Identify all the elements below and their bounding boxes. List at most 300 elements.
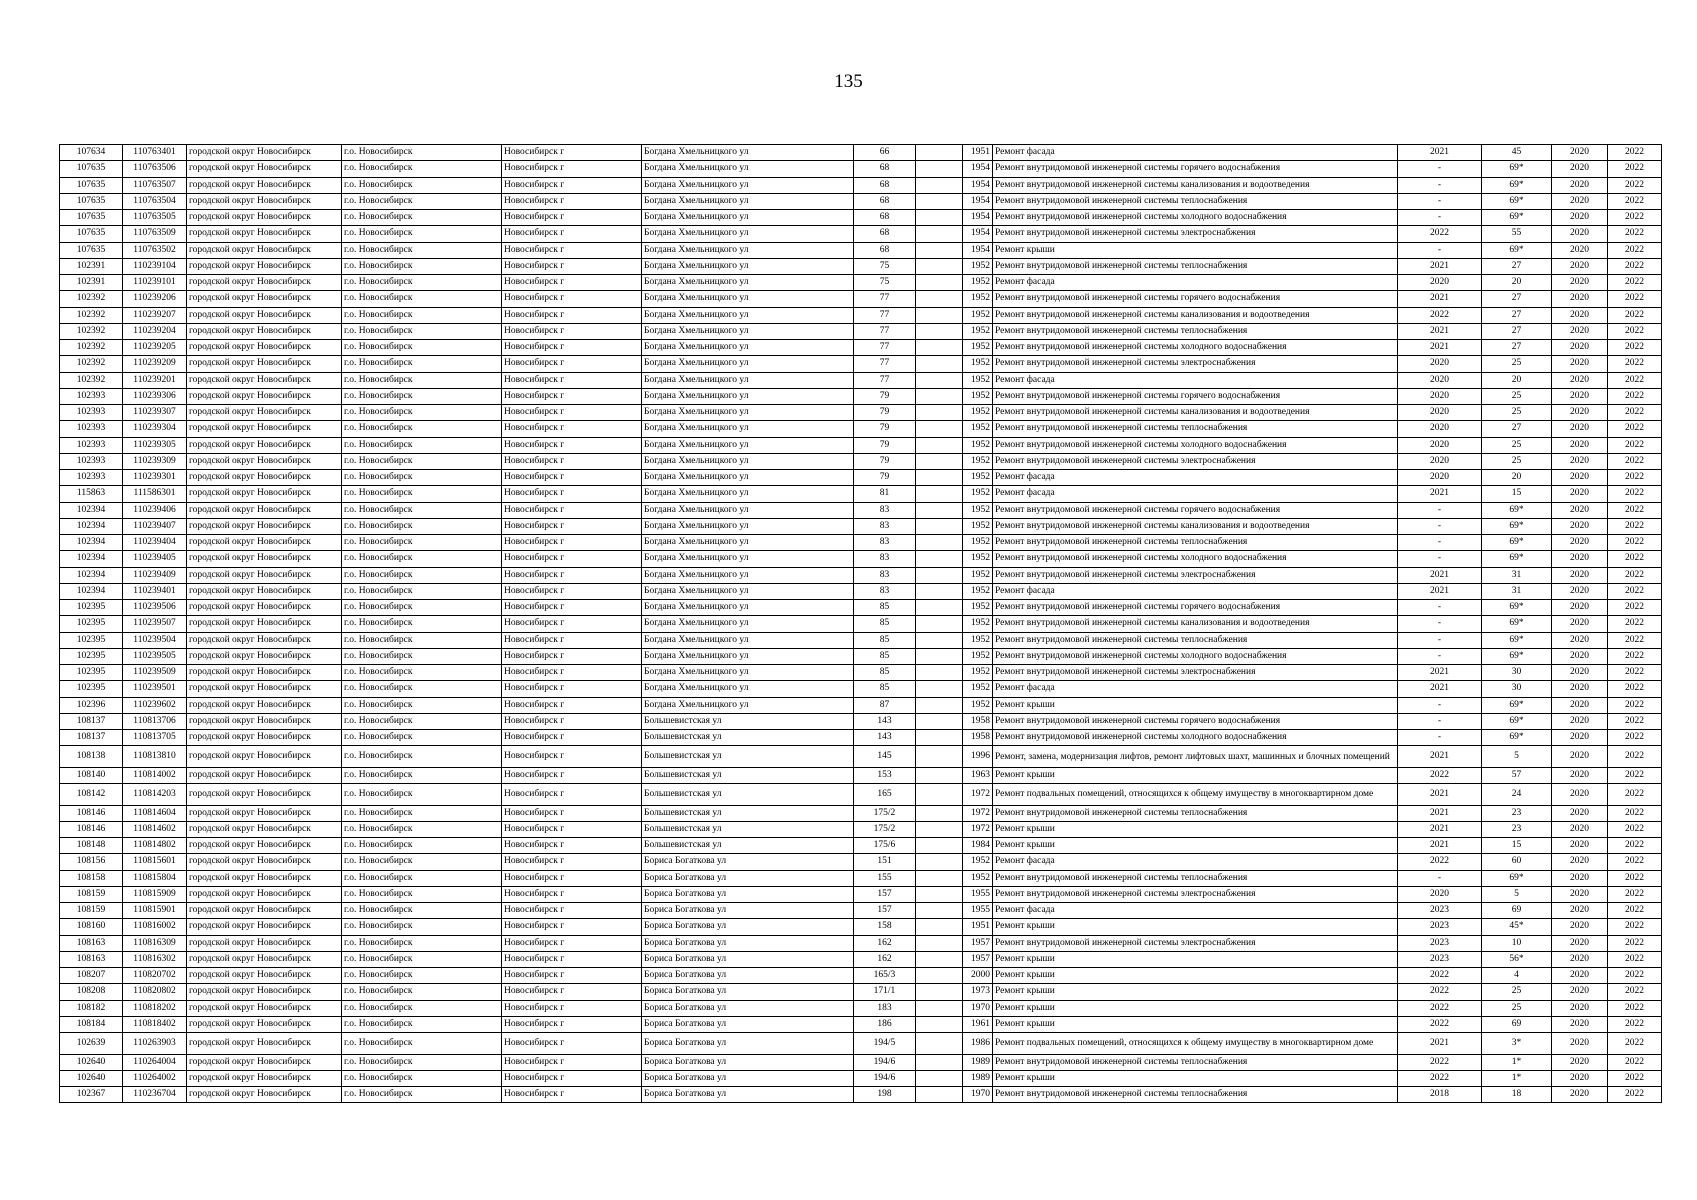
wear-percent-cell: 20 [1482, 470, 1552, 486]
locality-cell: Новосибирск г [502, 1033, 642, 1055]
work-type-cell: Ремонт внутридомовой инженерной системы горячего водоснабжения [993, 388, 1398, 404]
table-row [60, 307, 1662, 323]
building-cell [916, 951, 963, 967]
start-year-cell: 2020 [1552, 951, 1608, 967]
locality-cell: Новосибирск г [502, 535, 642, 551]
house-id-cell: 102367 [60, 1087, 123, 1103]
work-type-cell: Ремонт фасада [993, 470, 1398, 486]
work-type-cell: Ремонт подвальных помещений, относящихся к общему имуществу в многоквартирном доме [993, 784, 1398, 806]
record-id-cell: 110813810 [123, 746, 187, 768]
table-row [60, 486, 1662, 502]
end-year-cell: 2022 [1608, 1033, 1662, 1055]
start-year-cell: 2020 [1552, 821, 1608, 837]
building-cell [916, 821, 963, 837]
end-year-cell: 2022 [1608, 567, 1662, 583]
year-built-cell: 1954 [963, 193, 993, 209]
wear-percent-cell: 24 [1482, 784, 1552, 806]
plan-year-cell: 2021 [1398, 1033, 1482, 1055]
settlement-cell: г.о. Новосибирск [342, 502, 502, 518]
street-cell: Бориса Богаткова ул [642, 919, 854, 935]
settlement-cell: г.о. Новосибирск [342, 951, 502, 967]
table-row [60, 784, 1662, 806]
year-built-cell: 1952 [963, 697, 993, 713]
record-id-cell: 110239309 [123, 453, 187, 469]
building-cell [916, 291, 963, 307]
record-id-cell: 110239205 [123, 340, 187, 356]
street-cell: Богдана Хмельницкого ул [642, 291, 854, 307]
house-id-cell: 108160 [60, 919, 123, 935]
start-year-cell: 2020 [1552, 210, 1608, 226]
settlement-cell: г.о. Новосибирск [342, 919, 502, 935]
table-row [60, 1070, 1662, 1086]
end-year-cell: 2022 [1608, 275, 1662, 291]
start-year-cell: 2020 [1552, 648, 1608, 664]
plan-year-cell: 2023 [1398, 935, 1482, 951]
year-built-cell: 1954 [963, 210, 993, 226]
building-cell [916, 1033, 963, 1055]
work-type-cell: Ремонт внутридомовой инженерной системы горячего водоснабжения [993, 713, 1398, 729]
end-year-cell: 2022 [1608, 372, 1662, 388]
start-year-cell: 2020 [1552, 767, 1608, 783]
table-row [60, 1000, 1662, 1016]
municipality-cell: городской округ Новосибирск [187, 535, 342, 551]
year-built-cell: 1952 [963, 535, 993, 551]
street-cell: Большевистская ул [642, 821, 854, 837]
record-id-cell: 110239506 [123, 600, 187, 616]
building-cell [916, 567, 963, 583]
end-year-cell: 2022 [1608, 226, 1662, 242]
building-cell [916, 421, 963, 437]
wear-percent-cell: 69* [1482, 730, 1552, 746]
locality-cell: Новосибирск г [502, 356, 642, 372]
wear-percent-cell: 69* [1482, 502, 1552, 518]
year-built-cell: 1989 [963, 1054, 993, 1070]
record-id-cell: 110239501 [123, 681, 187, 697]
house-id-cell: 108140 [60, 767, 123, 783]
work-type-cell: Ремонт фасада [993, 583, 1398, 599]
locality-cell: Новосибирск г [502, 821, 642, 837]
year-built-cell: 1954 [963, 242, 993, 258]
building-cell [916, 805, 963, 821]
start-year-cell: 2020 [1552, 968, 1608, 984]
end-year-cell: 2022 [1608, 145, 1662, 161]
locality-cell: Новосибирск г [502, 453, 642, 469]
municipality-cell: городской округ Новосибирск [187, 242, 342, 258]
settlement-cell: г.о. Новосибирск [342, 838, 502, 854]
wear-percent-cell: 45* [1482, 919, 1552, 935]
year-built-cell: 1958 [963, 730, 993, 746]
wear-percent-cell: 1* [1482, 1070, 1552, 1086]
year-built-cell: 1951 [963, 919, 993, 935]
wear-percent-cell: 60 [1482, 854, 1552, 870]
table-row [60, 340, 1662, 356]
house-number-cell: 158 [854, 919, 916, 935]
year-built-cell: 2000 [963, 968, 993, 984]
building-cell [916, 697, 963, 713]
locality-cell: Новосибирск г [502, 145, 642, 161]
year-built-cell: 1984 [963, 838, 993, 854]
municipality-cell: городской округ Новосибирск [187, 307, 342, 323]
house-number-cell: 77 [854, 307, 916, 323]
house-number-cell: 66 [854, 145, 916, 161]
wear-percent-cell: 69* [1482, 518, 1552, 534]
settlement-cell: г.о. Новосибирск [342, 486, 502, 502]
wear-percent-cell: 15 [1482, 486, 1552, 502]
house-number-cell: 162 [854, 935, 916, 951]
year-built-cell: 1952 [963, 340, 993, 356]
street-cell: Бориса Богаткова ул [642, 1016, 854, 1032]
settlement-cell: г.о. Новосибирск [342, 648, 502, 664]
building-cell [916, 193, 963, 209]
street-cell: Бориса Богаткова ул [642, 870, 854, 886]
work-type-cell: Ремонт внутридомовой инженерной системы электроснабжения [993, 935, 1398, 951]
settlement-cell: г.о. Новосибирск [342, 340, 502, 356]
building-cell [916, 632, 963, 648]
plan-year-cell: 2020 [1398, 388, 1482, 404]
work-type-cell: Ремонт фасада [993, 903, 1398, 919]
plan-year-cell: - [1398, 870, 1482, 886]
settlement-cell: г.о. Новосибирск [342, 518, 502, 534]
end-year-cell: 2022 [1608, 746, 1662, 768]
settlement-cell: г.о. Новосибирск [342, 1033, 502, 1055]
work-type-cell: Ремонт крыши [993, 951, 1398, 967]
house-id-cell: 102391 [60, 258, 123, 274]
year-built-cell: 1952 [963, 854, 993, 870]
house-number-cell: 77 [854, 372, 916, 388]
house-id-cell: 108182 [60, 1000, 123, 1016]
municipality-cell: городской округ Новосибирск [187, 275, 342, 291]
table-row [60, 681, 1662, 697]
year-built-cell: 1970 [963, 1087, 993, 1103]
settlement-cell: г.о. Новосибирск [342, 323, 502, 339]
street-cell: Богдана Хмельницкого ул [642, 616, 854, 632]
table-row [60, 600, 1662, 616]
locality-cell: Новосибирск г [502, 551, 642, 567]
house-id-cell: 102392 [60, 356, 123, 372]
work-type-cell: Ремонт внутридомовой инженерной системы теплоснабжения [993, 193, 1398, 209]
municipality-cell: городской округ Новосибирск [187, 746, 342, 768]
start-year-cell: 2020 [1552, 886, 1608, 902]
locality-cell: Новосибирск г [502, 226, 642, 242]
locality-cell: Новосибирск г [502, 405, 642, 421]
house-id-cell: 108142 [60, 784, 123, 806]
year-built-cell: 1972 [963, 821, 993, 837]
street-cell: Бориса Богаткова ул [642, 1033, 854, 1055]
settlement-cell: г.о. Новосибирск [342, 372, 502, 388]
work-type-cell: Ремонт крыши [993, 1000, 1398, 1016]
settlement-cell: г.о. Новосибирск [342, 421, 502, 437]
start-year-cell: 2020 [1552, 616, 1608, 632]
end-year-cell: 2022 [1608, 405, 1662, 421]
house-id-cell: 102395 [60, 600, 123, 616]
wear-percent-cell: 25 [1482, 453, 1552, 469]
table-row [60, 1087, 1662, 1103]
settlement-cell: г.о. Новосибирск [342, 258, 502, 274]
year-built-cell: 1952 [963, 551, 993, 567]
house-id-cell: 107635 [60, 226, 123, 242]
plan-year-cell: 2020 [1398, 405, 1482, 421]
end-year-cell: 2022 [1608, 854, 1662, 870]
settlement-cell: г.о. Новосибирск [342, 767, 502, 783]
house-id-cell: 108137 [60, 730, 123, 746]
house-number-cell: 183 [854, 1000, 916, 1016]
record-id-cell: 110818402 [123, 1016, 187, 1032]
wear-percent-cell: 69* [1482, 697, 1552, 713]
record-id-cell: 110239101 [123, 275, 187, 291]
municipality-cell: городской округ Новосибирск [187, 730, 342, 746]
end-year-cell: 2022 [1608, 616, 1662, 632]
start-year-cell: 2020 [1552, 665, 1608, 681]
street-cell: Большевистская ул [642, 746, 854, 768]
street-cell: Бориса Богаткова ул [642, 984, 854, 1000]
record-id-cell: 110763504 [123, 193, 187, 209]
table-row [60, 951, 1662, 967]
end-year-cell: 2022 [1608, 697, 1662, 713]
locality-cell: Новосибирск г [502, 486, 642, 502]
municipality-cell: городской округ Новосибирск [187, 486, 342, 502]
street-cell: Богдана Хмельницкого ул [642, 388, 854, 404]
start-year-cell: 2020 [1552, 746, 1608, 768]
record-id-cell: 110763507 [123, 177, 187, 193]
work-type-cell: Ремонт внутридомовой инженерной системы горячего водоснабжения [993, 502, 1398, 518]
municipality-cell: городской округ Новосибирск [187, 632, 342, 648]
wear-percent-cell: 23 [1482, 821, 1552, 837]
building-cell [916, 919, 963, 935]
locality-cell: Новосибирск г [502, 1054, 642, 1070]
work-type-cell: Ремонт внутридомовой инженерной системы теплоснабжения [993, 1054, 1398, 1070]
municipality-cell: городской округ Новосибирск [187, 903, 342, 919]
work-type-cell: Ремонт внутридомовой инженерной системы канализования и водоотведения [993, 518, 1398, 534]
municipality-cell: городской округ Новосибирск [187, 551, 342, 567]
year-built-cell: 1952 [963, 486, 993, 502]
locality-cell: Новосибирск г [502, 307, 642, 323]
end-year-cell: 2022 [1608, 258, 1662, 274]
house-number-cell: 143 [854, 730, 916, 746]
table-row [60, 453, 1662, 469]
end-year-cell: 2022 [1608, 767, 1662, 783]
settlement-cell: г.о. Новосибирск [342, 616, 502, 632]
plan-year-cell: 2020 [1398, 453, 1482, 469]
start-year-cell: 2020 [1552, 323, 1608, 339]
wear-percent-cell: 69* [1482, 600, 1552, 616]
municipality-cell: городской округ Новосибирск [187, 226, 342, 242]
end-year-cell: 2022 [1608, 323, 1662, 339]
street-cell: Богдана Хмельницкого ул [642, 583, 854, 599]
locality-cell: Новосибирск г [502, 470, 642, 486]
street-cell: Богдана Хмельницкого ул [642, 697, 854, 713]
settlement-cell: г.о. Новосибирск [342, 535, 502, 551]
locality-cell: Новосибирск г [502, 502, 642, 518]
table-row [60, 291, 1662, 307]
start-year-cell: 2020 [1552, 551, 1608, 567]
start-year-cell: 2020 [1552, 405, 1608, 421]
building-cell [916, 713, 963, 729]
record-id-cell: 110239206 [123, 291, 187, 307]
table-row [60, 854, 1662, 870]
plan-year-cell: - [1398, 193, 1482, 209]
wear-percent-cell: 25 [1482, 356, 1552, 372]
building-cell [916, 453, 963, 469]
municipality-cell: городской округ Новосибирск [187, 421, 342, 437]
wear-percent-cell: 27 [1482, 323, 1552, 339]
municipality-cell: городской округ Новосибирск [187, 291, 342, 307]
start-year-cell: 2020 [1552, 984, 1608, 1000]
record-id-cell: 110239504 [123, 632, 187, 648]
table-row [60, 145, 1662, 161]
end-year-cell: 2022 [1608, 805, 1662, 821]
building-cell [916, 405, 963, 421]
building-cell [916, 854, 963, 870]
locality-cell: Новосибирск г [502, 616, 642, 632]
street-cell: Богдана Хмельницкого ул [642, 372, 854, 388]
street-cell: Бориса Богаткова ул [642, 951, 854, 967]
house-number-cell: 79 [854, 405, 916, 421]
year-built-cell: 1952 [963, 870, 993, 886]
plan-year-cell: 2021 [1398, 323, 1482, 339]
start-year-cell: 2020 [1552, 854, 1608, 870]
house-number-cell: 79 [854, 388, 916, 404]
end-year-cell: 2022 [1608, 1070, 1662, 1086]
plan-year-cell: 2020 [1398, 470, 1482, 486]
street-cell: Бориса Богаткова ул [642, 968, 854, 984]
street-cell: Богдана Хмельницкого ул [642, 210, 854, 226]
house-number-cell: 175/6 [854, 838, 916, 854]
record-id-cell: 110239201 [123, 372, 187, 388]
end-year-cell: 2022 [1608, 193, 1662, 209]
start-year-cell: 2020 [1552, 502, 1608, 518]
plan-year-cell: - [1398, 632, 1482, 648]
end-year-cell: 2022 [1608, 951, 1662, 967]
plan-year-cell: 2020 [1398, 275, 1482, 291]
table-row [60, 730, 1662, 746]
start-year-cell: 2020 [1552, 713, 1608, 729]
house-id-cell: 108158 [60, 870, 123, 886]
settlement-cell: г.о. Новосибирск [342, 567, 502, 583]
locality-cell: Новосибирск г [502, 177, 642, 193]
municipality-cell: городской округ Новосибирск [187, 767, 342, 783]
plan-year-cell: - [1398, 648, 1482, 664]
record-id-cell: 110239307 [123, 405, 187, 421]
record-id-cell: 110814802 [123, 838, 187, 854]
start-year-cell: 2020 [1552, 1070, 1608, 1086]
start-year-cell: 2020 [1552, 919, 1608, 935]
plan-year-cell: 2021 [1398, 583, 1482, 599]
record-id-cell: 110763506 [123, 161, 187, 177]
year-built-cell: 1952 [963, 437, 993, 453]
end-year-cell: 2022 [1608, 665, 1662, 681]
record-id-cell: 110236704 [123, 1087, 187, 1103]
house-number-cell: 79 [854, 470, 916, 486]
end-year-cell: 2022 [1608, 470, 1662, 486]
building-cell [916, 502, 963, 518]
end-year-cell: 2022 [1608, 821, 1662, 837]
year-built-cell: 1955 [963, 903, 993, 919]
table-row [60, 1016, 1662, 1032]
year-built-cell: 1952 [963, 275, 993, 291]
municipality-cell: городской округ Новосибирск [187, 665, 342, 681]
record-id-cell: 110239305 [123, 437, 187, 453]
plan-year-cell: - [1398, 177, 1482, 193]
record-id-cell: 110239301 [123, 470, 187, 486]
end-year-cell: 2022 [1608, 210, 1662, 226]
house-number-cell: 143 [854, 713, 916, 729]
start-year-cell: 2020 [1552, 935, 1608, 951]
house-number-cell: 85 [854, 665, 916, 681]
end-year-cell: 2022 [1608, 421, 1662, 437]
record-id-cell: 110816002 [123, 919, 187, 935]
locality-cell: Новосибирск г [502, 681, 642, 697]
table-row [60, 161, 1662, 177]
end-year-cell: 2022 [1608, 838, 1662, 854]
table-row [60, 518, 1662, 534]
settlement-cell: г.о. Новосибирск [342, 405, 502, 421]
house-number-cell: 157 [854, 903, 916, 919]
wear-percent-cell: 25 [1482, 405, 1552, 421]
municipality-cell: городской округ Новосибирск [187, 470, 342, 486]
year-built-cell: 1958 [963, 713, 993, 729]
record-id-cell: 110763509 [123, 226, 187, 242]
plan-year-cell: 2021 [1398, 291, 1482, 307]
street-cell: Большевистская ул [642, 713, 854, 729]
street-cell: Бориса Богаткова ул [642, 1000, 854, 1016]
house-id-cell: 102393 [60, 453, 123, 469]
year-built-cell: 1952 [963, 356, 993, 372]
municipality-cell: городской округ Новосибирск [187, 697, 342, 713]
municipality-cell: городской округ Новосибирск [187, 258, 342, 274]
end-year-cell: 2022 [1608, 730, 1662, 746]
record-id-cell: 110264002 [123, 1070, 187, 1086]
settlement-cell: г.о. Новосибирск [342, 903, 502, 919]
house-number-cell: 77 [854, 323, 916, 339]
start-year-cell: 2020 [1552, 600, 1608, 616]
locality-cell: Новосибирск г [502, 258, 642, 274]
end-year-cell: 2022 [1608, 935, 1662, 951]
locality-cell: Новосибирск г [502, 746, 642, 768]
settlement-cell: г.о. Новосибирск [342, 1000, 502, 1016]
street-cell: Богдана Хмельницкого ул [642, 242, 854, 258]
municipality-cell: городской округ Новосибирск [187, 177, 342, 193]
building-cell [916, 470, 963, 486]
municipality-cell: городской округ Новосибирск [187, 1070, 342, 1086]
plan-year-cell: - [1398, 210, 1482, 226]
wear-percent-cell: 27 [1482, 340, 1552, 356]
settlement-cell: г.о. Новосибирск [342, 193, 502, 209]
street-cell: Большевистская ул [642, 784, 854, 806]
locality-cell: Новосибирск г [502, 935, 642, 951]
record-id-cell: 110763401 [123, 145, 187, 161]
house-id-cell: 102396 [60, 697, 123, 713]
start-year-cell: 2020 [1552, 470, 1608, 486]
house-number-cell: 83 [854, 567, 916, 583]
house-number-cell: 85 [854, 648, 916, 664]
table-row [60, 356, 1662, 372]
locality-cell: Новосибирск г [502, 784, 642, 806]
work-type-cell: Ремонт внутридомовой инженерной системы электроснабжения [993, 356, 1398, 372]
work-type-cell: Ремонт внутридомовой инженерной системы канализования и водоотведения [993, 405, 1398, 421]
start-year-cell: 2020 [1552, 518, 1608, 534]
municipality-cell: городской округ Новосибирск [187, 681, 342, 697]
building-cell [916, 784, 963, 806]
locality-cell: Новосибирск г [502, 870, 642, 886]
settlement-cell: г.о. Новосибирск [342, 210, 502, 226]
municipality-cell: городской округ Новосибирск [187, 1000, 342, 1016]
work-type-cell: Ремонт внутридомовой инженерной системы горячего водоснабжения [993, 600, 1398, 616]
end-year-cell: 2022 [1608, 242, 1662, 258]
record-id-cell: 110263903 [123, 1033, 187, 1055]
municipality-cell: городской округ Новосибирск [187, 600, 342, 616]
house-id-cell: 108184 [60, 1016, 123, 1032]
end-year-cell: 2022 [1608, 1000, 1662, 1016]
